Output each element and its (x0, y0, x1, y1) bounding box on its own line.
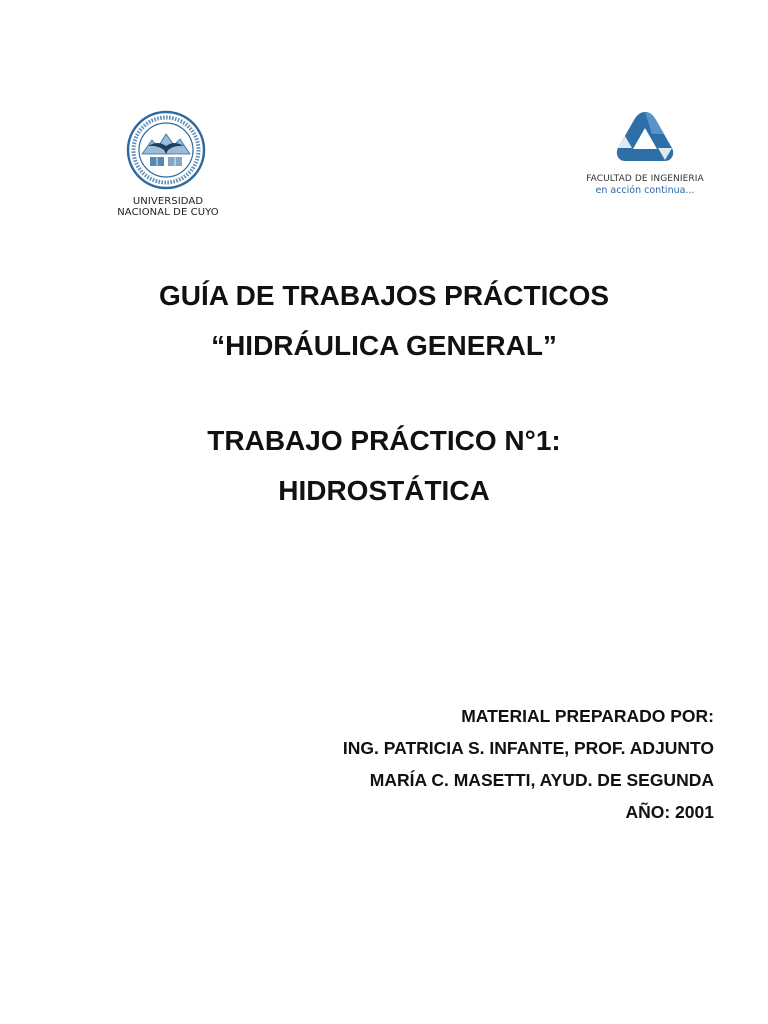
course-name: “HIDRÁULICA GENERAL” (211, 330, 557, 361)
faculty-tagline: en acción continua... (595, 185, 695, 196)
uncuyo-seal-icon (126, 110, 206, 190)
faculty-triangle-icon (612, 108, 678, 168)
author-2: MARÍA C. MASETTI, AYUD. DE SEGUNDA (369, 770, 714, 790)
credits-block (234, 704, 714, 832)
year-label: AÑO: 2001 (625, 802, 714, 822)
faculty-name: FACULTAD DE INGENIERIA (586, 174, 704, 184)
uncuyo-logo (106, 110, 230, 222)
uncuyo-name-line2: NACIONAL DE CUYO (117, 207, 219, 218)
faculty-logo (578, 108, 712, 200)
prepared-by-label: MATERIAL PREPARADO POR: (461, 706, 714, 726)
uncuyo-logo-text (106, 196, 230, 218)
practical-work-number: TRABAJO PRÁCTICO N°1: (207, 425, 561, 456)
guide-title: GUÍA DE TRABAJOS PRÁCTICOS (158, 280, 610, 311)
author-1: ING. PATRICIA S. INFANTE, PROF. ADJUNTO (342, 738, 714, 758)
practical-work-topic: HIDROSTÁTICA (278, 475, 490, 506)
uncuyo-name-line1: UNIVERSIDAD (132, 196, 204, 207)
